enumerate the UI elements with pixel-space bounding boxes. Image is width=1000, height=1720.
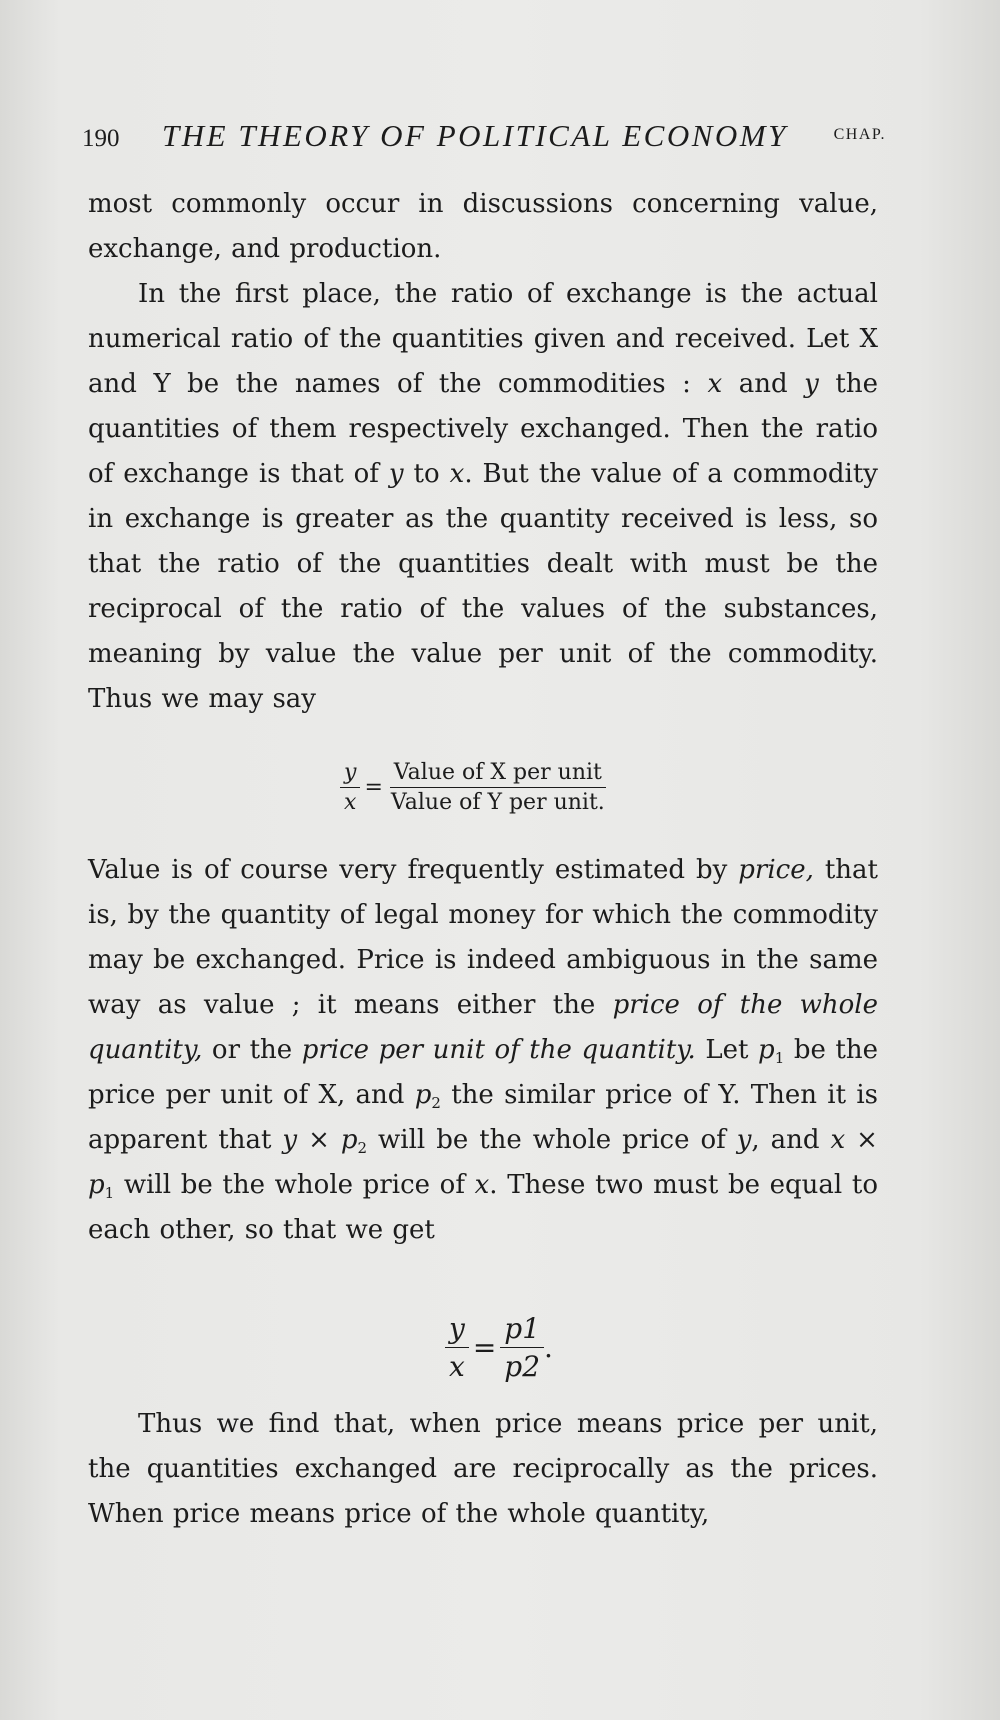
fraction-lhs bbox=[445, 1312, 469, 1383]
math-variable: p bbox=[88, 1170, 105, 1200]
subscript: 1 bbox=[774, 1049, 785, 1067]
fraction-denominator: x bbox=[449, 1350, 465, 1383]
equals-sign: = bbox=[472, 1331, 497, 1364]
running-head bbox=[82, 118, 886, 158]
paragraph-reciprocal-prices: Thus we find that, when price means price per unit, the quantities exchanged are reciprocally as the prices. When price means price of the whole quantity, bbox=[88, 1409, 878, 1529]
text-run: the similar price of Y. Then it is apparent that bbox=[88, 1080, 879, 1155]
text-run: or the bbox=[202, 1035, 302, 1065]
fraction-lhs bbox=[340, 760, 360, 815]
text-run: . But the value of a commodity in exchange is greater as the quantity received is less, so that the ratio of the quantities dealt with must be the reciprocal of the ratio of the values of the substances, meaning by value the value per unit of the commodity. Thus we may say bbox=[88, 459, 879, 714]
fraction-numerator: y bbox=[445, 1312, 469, 1348]
math-variable: x bbox=[707, 369, 723, 399]
formula-period: . bbox=[544, 1331, 553, 1364]
math-variable: p bbox=[758, 1035, 775, 1065]
math-variable: x bbox=[830, 1125, 846, 1155]
formula-price-ratio bbox=[445, 1312, 553, 1383]
subscript: 1 bbox=[104, 1184, 115, 1202]
math-variable: p bbox=[340, 1125, 358, 1155]
text-run: that is, by the quantity of legal money for which the commodity may be exchanged. Price is indeed ambiguous in the same way as value ; it means either the bbox=[88, 855, 878, 1020]
math-variable: y bbox=[388, 459, 404, 489]
fraction-numerator: y bbox=[340, 760, 360, 788]
body-text-lower bbox=[88, 1402, 878, 1537]
text-run: to bbox=[403, 459, 450, 489]
italic-term: price, bbox=[738, 855, 814, 885]
times-sign: × bbox=[297, 1125, 341, 1155]
fraction-denominator: p2 bbox=[504, 1350, 541, 1383]
body-text-upper bbox=[88, 182, 878, 722]
page-number: 190 bbox=[82, 125, 120, 152]
times-sign: × bbox=[845, 1125, 878, 1155]
paragraph-ratio-of-exchange bbox=[88, 272, 878, 722]
text-run: Value is of course very frequently estimated by bbox=[88, 855, 739, 885]
math-variable: x bbox=[449, 459, 465, 489]
chapter-label: CHAP. bbox=[833, 126, 886, 143]
fraction-denominator: Value of Y per unit. bbox=[390, 790, 605, 815]
math-variable: y bbox=[736, 1125, 752, 1155]
math-variable: x bbox=[474, 1170, 490, 1200]
text-run: In the first place, the ratio of exchange is the actual numerical ratio of the quantities given and received. Let X and Y be the names of the commodities : bbox=[88, 279, 878, 399]
text-run: the quantities of them respectively exchanged. Then the ratio of exchange is that of bbox=[88, 369, 879, 489]
text-run: and bbox=[722, 369, 805, 399]
math-variable: y bbox=[804, 369, 819, 399]
fraction-rhs bbox=[500, 1312, 544, 1383]
text-run: Let bbox=[695, 1035, 759, 1065]
formula-value-ratio bbox=[340, 760, 609, 815]
italic-term: price of the whole quantity, bbox=[88, 990, 878, 1065]
book-title: THE THEORY OF POLITICAL ECONOMY bbox=[162, 118, 788, 153]
text-run: be the price per unit of X, and bbox=[88, 1035, 878, 1110]
body-text-middle bbox=[88, 848, 878, 1253]
fraction-numerator: p1 bbox=[500, 1312, 544, 1348]
math-variable: y bbox=[282, 1125, 298, 1155]
text-run: will be the whole price of bbox=[367, 1125, 737, 1155]
paragraph-continuation: most commonly occur in discussions concerning value, exchange, and production. bbox=[88, 189, 878, 264]
subscript: 2 bbox=[357, 1139, 368, 1157]
fraction-numerator: Value of X per unit bbox=[390, 760, 606, 788]
math-variable: p bbox=[414, 1080, 432, 1110]
text-run: . These two must be equal to each other, so that we get bbox=[88, 1170, 879, 1245]
text-run: , and bbox=[751, 1125, 831, 1155]
equals-sign: = bbox=[364, 775, 383, 800]
subscript: 2 bbox=[431, 1094, 441, 1112]
fraction-denominator: x bbox=[344, 790, 357, 815]
paragraph-price bbox=[88, 848, 878, 1253]
fraction-rhs bbox=[387, 760, 609, 815]
italic-term: price per unit of the quantity. bbox=[301, 1035, 696, 1065]
text-run: will be the whole price of bbox=[114, 1170, 475, 1200]
